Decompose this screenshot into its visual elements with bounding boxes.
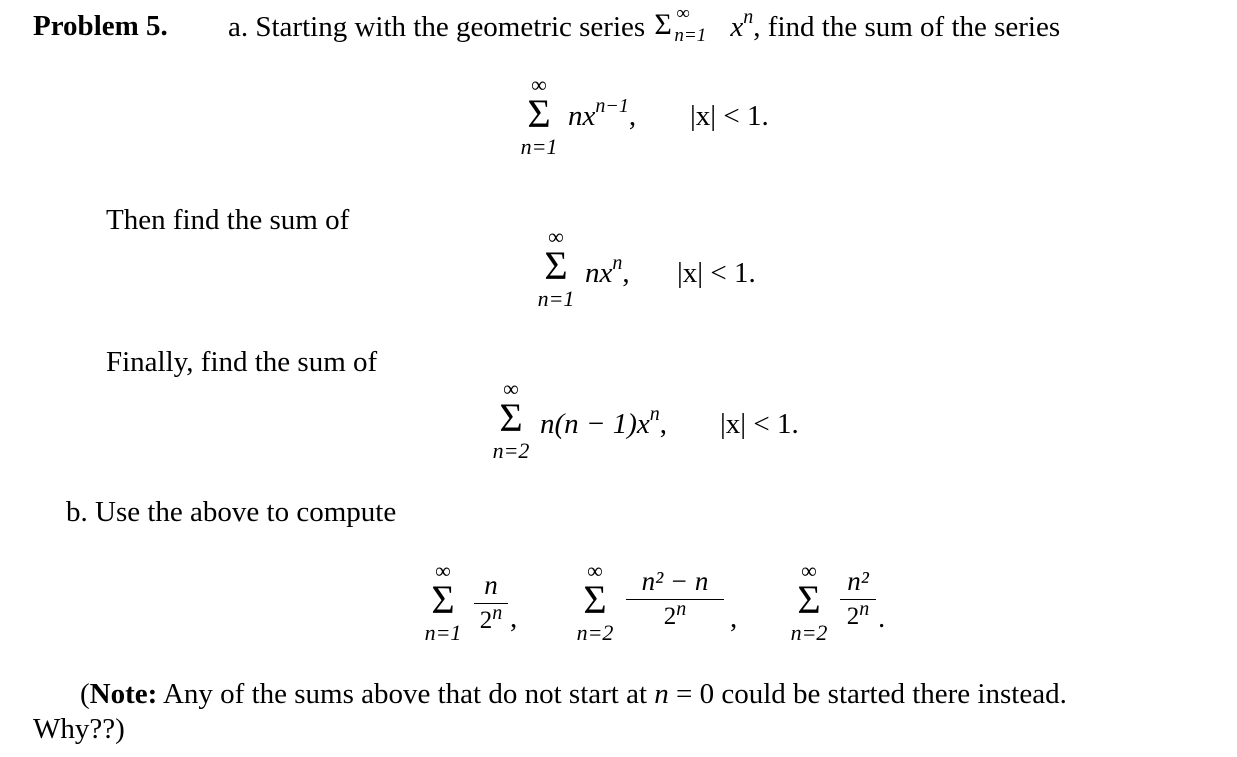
eq2-lower: n=1	[537, 286, 575, 311]
part-a-intro-text: Starting with the geometric series	[255, 11, 646, 43]
sum1-denominator: 2$^n$	[479, 602, 503, 634]
eq1-term: $nx^{n-1}$,	[568, 95, 637, 132]
part-b-text: Use the above to compute	[95, 496, 397, 528]
part-a-label: a.	[228, 11, 249, 43]
eq3-upper: ∞	[503, 376, 519, 401]
geo-lower: n=1	[674, 25, 707, 46]
geo-term-exp: n	[743, 6, 754, 28]
part-b	[66, 498, 396, 527]
eq2-condition: |x| < 1.	[677, 257, 756, 289]
eq3-term: $n(n - 1)x^n$,	[540, 403, 668, 440]
eq3-term-exp: n	[649, 403, 660, 425]
note-var: n	[654, 678, 669, 710]
sum2-sigma-symbol: Σ	[583, 577, 607, 622]
eq2-term-exp: n	[612, 252, 623, 274]
note-label: Note:	[89, 678, 158, 710]
note-open: (	[80, 678, 90, 710]
eq2-sigma	[531, 226, 581, 310]
sum3-lower: n=2	[790, 620, 828, 645]
sum3-fraction	[840, 568, 876, 629]
eq2-term-base: nx	[585, 257, 613, 289]
geo-sum-inline	[652, 3, 730, 46]
eq3-sigma	[486, 378, 536, 462]
sum1-punct: ,	[510, 602, 518, 634]
sum2-denominator: 2$^n$	[663, 598, 687, 630]
sum2-sigma	[570, 560, 620, 644]
sum2-punct: ,	[730, 602, 738, 634]
sum3-fraction-bar	[840, 599, 876, 600]
sum1-fraction	[474, 572, 508, 633]
part-a-intro-end: , find the sum of the series	[753, 11, 1061, 43]
sum2-numerator: n² − n	[641, 566, 709, 596]
eq1-lower: n=1	[520, 134, 558, 159]
note-line-2: Why??)	[33, 713, 125, 745]
eq2-sigma-symbol: Σ	[544, 243, 568, 288]
sum3-punct: .	[878, 602, 886, 634]
eq3-term-base: n(n − 1)x	[540, 408, 650, 440]
eq3-lower: n=2	[492, 438, 530, 463]
sum2-fraction	[626, 568, 724, 629]
eq2-term: $nx^n$,	[585, 252, 630, 289]
note-line-1	[80, 680, 1067, 709]
geo-term-base: x	[730, 11, 744, 43]
sum3-numerator: n²	[847, 566, 869, 596]
sum3-denominator: 2$^n$	[846, 598, 870, 630]
note-text-1: Any of the sums above that do not start at	[157, 678, 655, 710]
sum2-upper: ∞	[587, 558, 603, 583]
eq1-sigma-symbol: Σ	[527, 91, 551, 136]
geo-sigma: Σ	[654, 8, 672, 41]
part-b-label: b.	[66, 496, 88, 528]
sum1-upper: ∞	[435, 558, 451, 583]
problem-heading: Problem 5.	[33, 10, 168, 42]
sum1-numerator: n	[484, 570, 498, 600]
eq1-condition: |x| < 1.	[690, 100, 769, 132]
sum3-sigma-symbol: Σ	[797, 577, 821, 622]
sum1-lower: n=1	[424, 620, 462, 645]
sum3-sigma	[784, 560, 834, 644]
eq1-term-base: nx	[568, 100, 596, 132]
sum2-fraction-bar	[626, 599, 724, 600]
finally-text: Finally, find the sum of	[106, 346, 378, 378]
sum3-upper: ∞	[801, 558, 817, 583]
eq2-upper: ∞	[548, 224, 564, 249]
note-text-2: = 0 could be started there instead.	[668, 678, 1067, 710]
eq1-term-exp: n−1	[595, 95, 629, 117]
eq3-sigma-symbol: Σ	[499, 395, 523, 440]
sum2-lower: n=2	[576, 620, 614, 645]
part-a-intro	[228, 3, 1061, 46]
eq1-sigma	[514, 74, 564, 158]
then-text: Then find the sum of	[106, 204, 350, 236]
sum1-fraction-bar	[474, 603, 508, 604]
sum1-sigma-symbol: Σ	[431, 577, 455, 622]
sum1-sigma	[418, 560, 468, 644]
geo-upper: ∞	[676, 3, 690, 24]
eq1-upper: ∞	[531, 72, 547, 97]
eq3-condition: |x| < 1.	[720, 408, 799, 440]
